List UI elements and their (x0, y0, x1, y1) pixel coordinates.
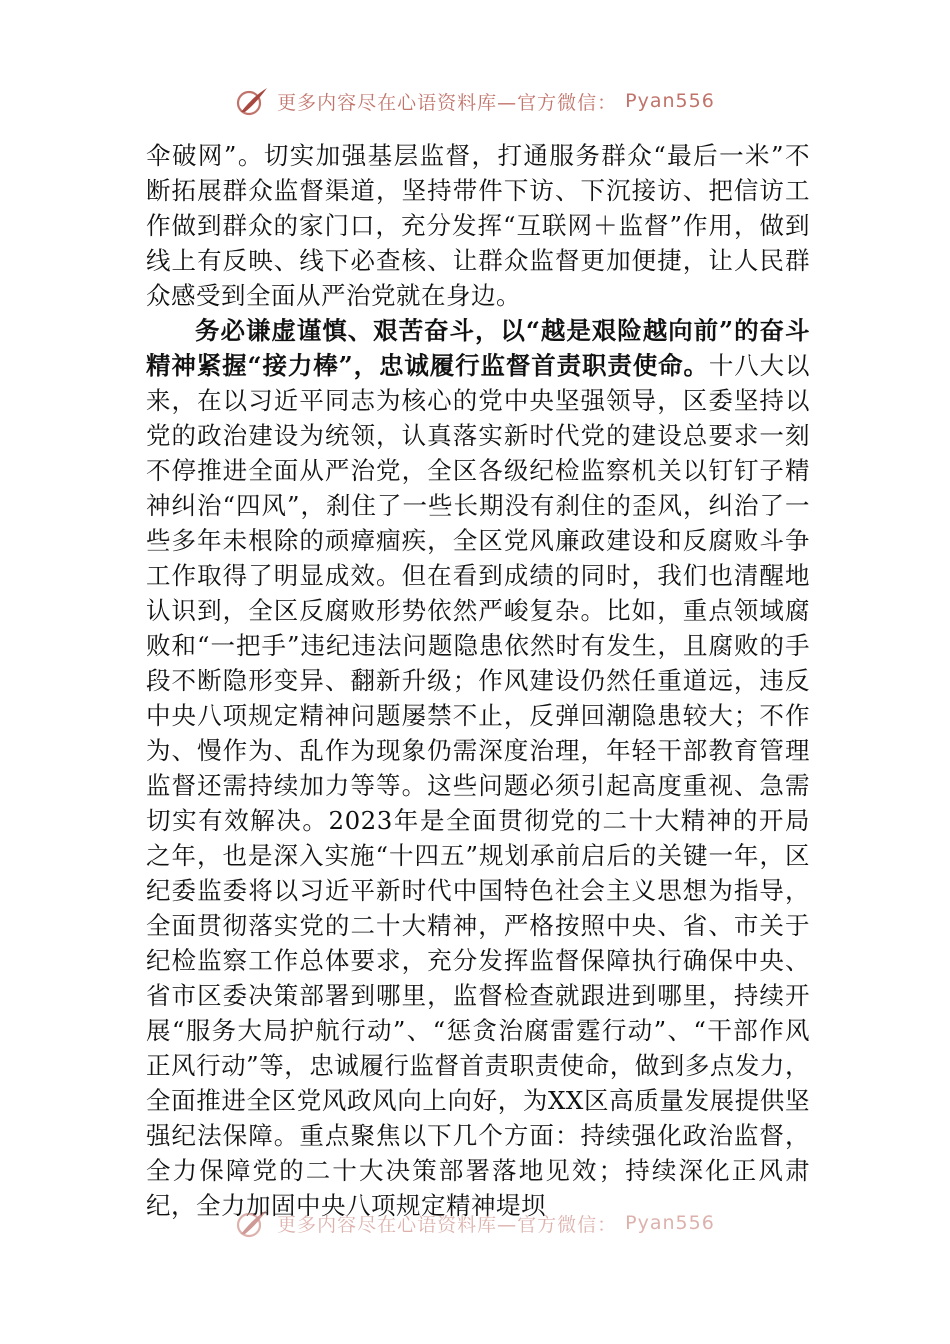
paragraph-1 (146, 138, 810, 313)
watermark-wechat-id: Pyan556 (625, 90, 715, 112)
watermark-text: 更多内容尽在心语资料库—官方微信： (277, 91, 618, 114)
watermark-footer-text: 更多内容尽在心语资料库—官方微信： (277, 1213, 618, 1236)
watermark-footer (0, 1208, 950, 1238)
watermark-header (0, 86, 950, 116)
paragraph-2-heading: 务必谦虚谨慎、艰苦奋斗，以“越是艰险越向前”的奋斗精神紧握“接力棒”，忠诚履行监督首责职责使命。 (146, 316, 810, 380)
paragraph-2-text: 十八大以来，在以习近平同志为核心的党中央坚强领导，区委坚持以党的政治建设为统领，认真落实新时代党的建设总要求一刻不停推进全面从严治党，全区各级纪检监察机关以钉钉子精神纠治“四风”，刹住了一些长期没有刹住的歪风，纠治了一些多年未根除的顽瘴痼疾，全区党风廉政建设和反腐败斗争工作取得了明显成效。但在看到成绩的同时，我们也清醒地认识到，全区反腐败形势依然严峻复杂。比如，重点领域腐败和“一把手”违纪违法问题隐患依然时有发生，且腐败的手段不断隐形变异、翻新升级；作风建设仍然任重道远，违反中央八项规定精神问题屡禁不止，反弹回潮隐患较大；不作为、慢作为、乱作为现象仍需深度治理，年轻干部教育管理监督还需持续加力等等。这些问题必须引起高度重视、急需切实有效解决。2023年是全面贯彻党的二十大精神的开局之年，也是深入实施“十四五”规划承前启后的关键一年，区纪委监委将以习近平新时代中国特色社会主义思想为指导，全面贯彻落实党的二十大精神，严格按照中央、省、市关于纪检监察工作总体要求，充分发挥监督保障执行确保中央、省市区委决策部署到哪里，监督检查就跟进到哪里，持续开展“服务大局护航行动”、“惩贪治腐雷霆行动”、“干部作风正风行动”等，忠诚履行监督首责职责使命，做到多点发力，全面推进全区党风政风向上向好，为XX区高质量发展提供坚强纪法保障。重点聚焦以下几个方面：持续强化政治监督，全力保障党的二十大决策部署落地见效；持续深化正风肃纪，全力加固中央八项规定精神堤坝 (146, 351, 811, 1220)
quill-logo-icon (235, 86, 269, 116)
watermark-footer-wechat-id: Pyan556 (625, 1212, 715, 1234)
quill-logo-icon (235, 1208, 269, 1238)
paragraph-1-text: 伞破网”。切实加强基层监督，打通服务群众“最后一米”不断拓展群众监督渠道，坚持带件下访、下沉接访、把信访工作做到群众的家门口，充分发挥“互联网＋监督”作用，做到线上有反映、线下必查核、让群众监督更加便捷，让人民群众感受到全面从严治党就在身边。 (146, 141, 810, 310)
document-body (146, 138, 810, 1223)
paragraph-2 (146, 313, 810, 1223)
